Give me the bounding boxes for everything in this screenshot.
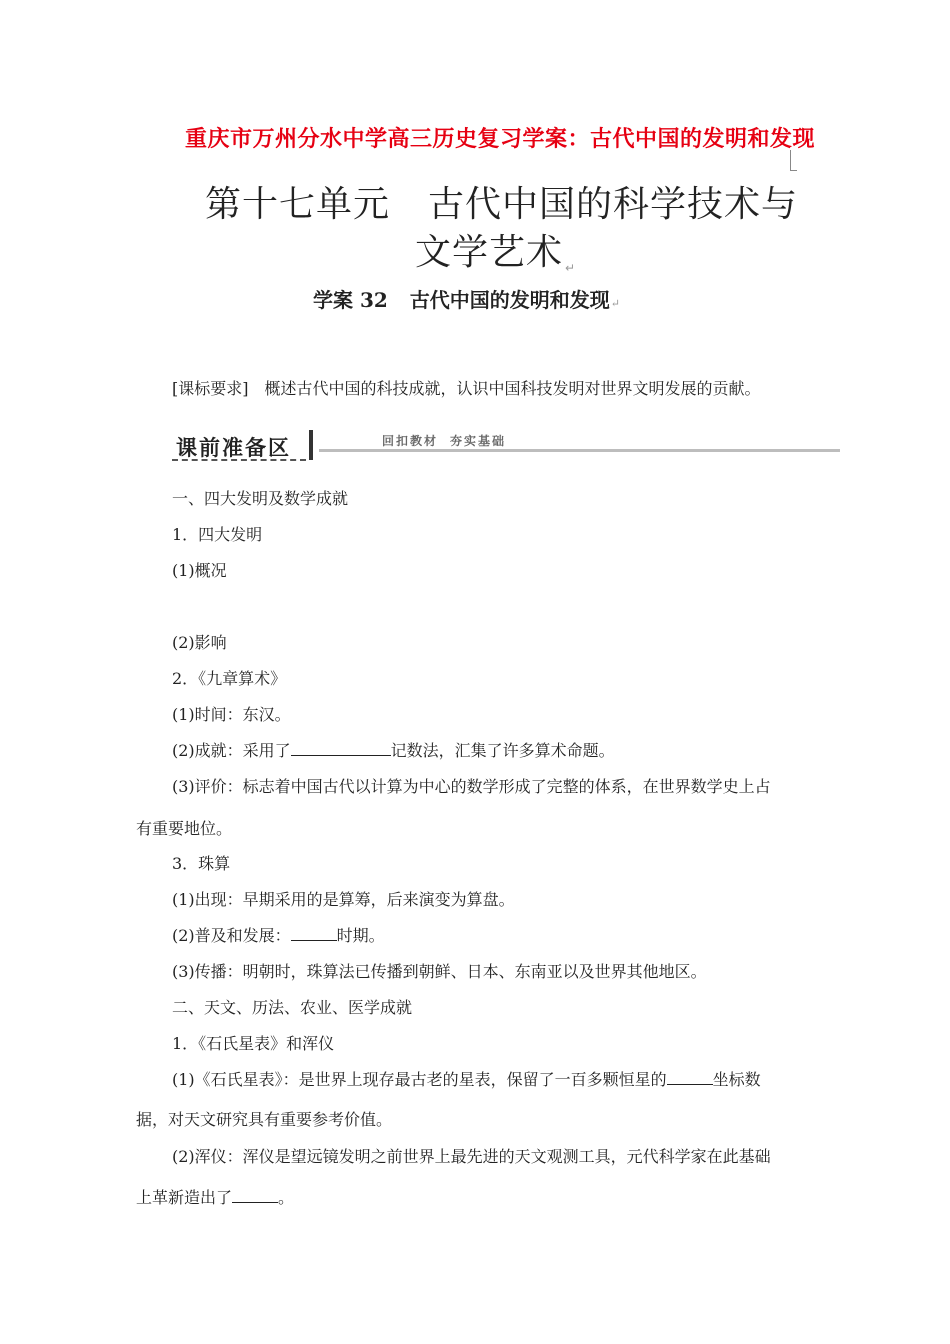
item-line-with-blank [172, 923, 385, 946]
banner-title: 课前准备区 [176, 436, 291, 460]
curriculum-requirement [172, 376, 761, 399]
subsection-heading: 1．《石氏星表》和浑仪 [172, 1034, 335, 1053]
banner-subtitle [382, 432, 506, 449]
item-text: 坐标数 [712, 1070, 761, 1089]
fill-in-blank [291, 741, 391, 756]
item-line: (3)评价：标志着中国古代以计算为中心的数学形成了完整的体系，在世界数学史上占 [172, 777, 771, 796]
item-line: (3)传播：明朝时，珠算法已传播到朝鲜、日本、东南亚以及世界其他地区。 [172, 962, 707, 981]
item-line: (2)影响 [172, 633, 227, 652]
fill-in-blank [667, 1070, 713, 1085]
subsection-heading: 2．《九章算术》 [172, 669, 287, 688]
subsection-heading: 3．珠算 [172, 854, 231, 873]
banner-rule-line [319, 449, 840, 452]
requirement-label: [课标要求] [172, 379, 249, 398]
banner-divider-bar [309, 430, 313, 460]
fill-in-blank [232, 1188, 278, 1203]
margin-corner-mark [790, 150, 797, 171]
item-text: (1)《石氏星表》：是世界上现存最古老的星表，保留了一百多颗恒星的 [172, 1070, 667, 1089]
case-title [313, 284, 620, 313]
unit-topic-continued: 文学艺术 [415, 232, 564, 273]
banner-dashed-underline [172, 459, 306, 461]
item-line: (2)浑仪：浑仪是望远镜发明之前世界上最先进的天文观测工具，元代科学家在此基础 [172, 1147, 771, 1166]
unit-title-line2 [415, 224, 576, 275]
section-banner [172, 428, 840, 464]
item-line: (1)概况 [172, 561, 227, 580]
item-line: (1)出现：早期采用的是算筹，后来演变为算盘。 [172, 890, 515, 909]
banner-subtitle-1: 回扣教材 [382, 434, 439, 448]
item-line-continued: 据，对天文研究具有重要参考价值。 [136, 1110, 393, 1129]
subsection-heading: 1．四大发明 [172, 525, 263, 544]
item-line-continued: 有重要地位。 [136, 819, 233, 838]
item-text: (2)普及和发展： [172, 926, 291, 945]
unit-title-line1 [205, 176, 798, 227]
item-text: 记数法，汇集了许多算术命题。 [390, 741, 615, 760]
case-label: 学案 32 [313, 288, 388, 312]
item-line-with-blank [172, 738, 615, 761]
item-text: (2)成就：采用了 [172, 741, 291, 760]
item-text: 。 [278, 1188, 295, 1207]
unit-number: 第十七单元 [205, 184, 391, 225]
fill-in-blank [291, 926, 337, 941]
paragraph-mark-icon: ↵ [610, 297, 621, 310]
unit-topic: 古代中国的科学技术与 [428, 184, 799, 225]
document-red-title: 重庆市万州分水中学高三历史复习学案：古代中国的发明和发现 [185, 127, 816, 152]
item-line-with-blank [136, 1185, 294, 1208]
item-line: (1)时间：东汉。 [172, 705, 291, 724]
case-name: 古代中国的发明和发现 [409, 288, 610, 312]
section-heading: 二、天文、历法、农业、医学成就 [172, 998, 413, 1017]
paragraph-mark-icon: ↵ [565, 261, 577, 275]
requirement-text: 概述古代中国的科技成就，认识中国科技发明对世界文明发展的贡献。 [264, 379, 761, 398]
item-text: 上革新造出了 [136, 1188, 233, 1207]
banner-subtitle-2: 夯实基础 [450, 434, 507, 448]
item-text: 时期。 [336, 926, 385, 945]
item-line-with-blank [172, 1067, 761, 1090]
section-heading: 一、四大发明及数学成就 [172, 489, 349, 508]
